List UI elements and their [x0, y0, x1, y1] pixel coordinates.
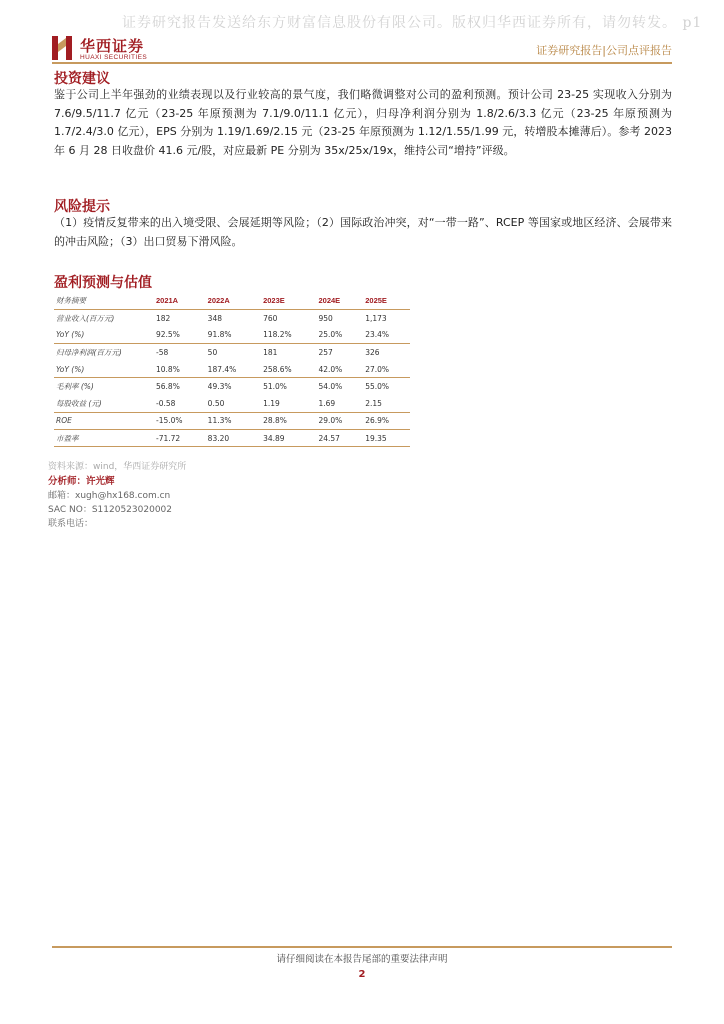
- table-cell: 0.50: [207, 398, 225, 408]
- footer-divider: [52, 946, 672, 948]
- table-cell: 1.69: [318, 398, 336, 408]
- table-cell: 26.9%: [365, 416, 390, 426]
- table-header-cell: 财务摘要: [56, 295, 86, 305]
- table-cell: 2.15: [365, 398, 382, 408]
- table-cell: 29.0%: [318, 416, 343, 426]
- table-row: [54, 326, 410, 343]
- table-cell: 51.0%: [263, 382, 287, 392]
- table-cell: 25.0%: [318, 330, 343, 340]
- table-cell: 1,173: [365, 313, 387, 323]
- table-cell: 83.20: [207, 433, 230, 443]
- table-cell: 760: [263, 313, 278, 323]
- forecast-table: [54, 292, 410, 447]
- table-header-cell: 2023E: [263, 295, 285, 305]
- row-label: 归母净利润(百万元): [56, 347, 122, 357]
- table-cell: 182: [156, 313, 171, 323]
- table-row: [54, 309, 410, 326]
- table-row: [54, 412, 410, 429]
- table-cell: 34.89: [263, 433, 285, 443]
- table-cell: 19.35: [365, 433, 387, 443]
- analyst-name: 分析师：许光辉: [48, 476, 115, 487]
- table-cell: 118.2%: [263, 330, 292, 340]
- table-cell: 187.4%: [207, 364, 237, 374]
- table-row: [54, 430, 410, 447]
- risk-title: 风险提示: [54, 199, 110, 215]
- risk-paragraph: （1）疫情反复带来的出入境受限、会展延期等风险；（2）国际政治冲突，对“一带一路”、RCEP 等国家或地区经济、会展带来的冲击风险；（3）出口贸易下滑风险。: [54, 216, 672, 248]
- row-label: 营业收入(百万元): [56, 313, 115, 323]
- table-cell: 258.6%: [263, 364, 292, 374]
- row-label: 每股收益 (元): [56, 398, 102, 408]
- table-cell: -58: [156, 347, 169, 357]
- huaxi-logo-icon: [52, 34, 74, 62]
- table-cell: -0.58: [156, 398, 176, 408]
- table-cell: 257: [318, 347, 333, 357]
- analyst-sac-number: SAC NO：S1120523020002: [48, 505, 172, 515]
- row-label: ROE: [56, 416, 72, 426]
- table-header-cell: 2024E: [318, 295, 341, 305]
- footer-disclaimer: 请仔细阅读在本报告尾部的重要法律声明: [276, 954, 448, 965]
- table-cell: 49.3%: [207, 382, 232, 392]
- table-cell: 10.8%: [156, 364, 180, 374]
- table-cell: 24.57: [318, 433, 340, 443]
- page-number: 2: [358, 969, 366, 980]
- table-row: [54, 361, 410, 378]
- header-divider: [52, 62, 672, 64]
- table-cell: 23.4%: [365, 330, 390, 340]
- row-label: YoY (%): [56, 330, 85, 340]
- table-header-cell: 2022A: [207, 295, 230, 305]
- investment-title: 投资建议: [54, 71, 110, 87]
- watermark: 证券研究报告发送给东方财富信息股份有限公司。版权归华西证券所有，请勿转发。 p1: [122, 15, 703, 31]
- table-cell: 326: [365, 347, 380, 357]
- table-header-cell: 2025E: [365, 295, 387, 305]
- table-header-row: [54, 292, 410, 309]
- table-cell: 27.0%: [365, 364, 390, 374]
- table-cell: 28.8%: [263, 416, 287, 426]
- logo-english-name: HUAXI SECURITIES: [80, 54, 148, 61]
- forecast-title: 盈利预测与估值: [54, 275, 152, 291]
- table-cell: -71.72: [156, 433, 181, 443]
- table-cell: 91.8%: [207, 330, 232, 340]
- report-type-label: 证券研究报告|公司点评报告: [536, 44, 672, 57]
- brand-logo: [52, 34, 162, 64]
- table-cell: 56.8%: [156, 382, 180, 392]
- table-cell: 11.3%: [207, 416, 232, 426]
- table-header-cell: 2021A: [156, 295, 179, 305]
- table-cell: 1.19: [263, 398, 280, 408]
- table-row: [54, 395, 410, 412]
- table-cell: 54.0%: [318, 382, 343, 392]
- table-cell: 42.0%: [318, 364, 343, 374]
- row-label: YoY (%): [56, 364, 85, 374]
- table-row: [54, 378, 410, 395]
- table-cell: 55.0%: [365, 382, 390, 392]
- table-row: [54, 344, 410, 361]
- analyst-email: 邮箱：xugh@hx168.com.cn: [48, 491, 171, 501]
- table-cell: 950: [318, 313, 333, 323]
- table-cell: 50: [207, 347, 218, 357]
- data-source-note: 资料来源：wind，华西证券研究所: [48, 462, 187, 472]
- investment-paragraph: 鉴于公司上半年强劲的业绩表现以及行业较高的景气度，我们略微调整对公司的盈利预测。预计公司 23-25 实现收入分别为 7.6/9.5/11.7 亿元（23-25 年原预测为 7.1/9.0/11.1 亿元），归母净利润分别为 1.8/2.6/3.3 亿元（23-25 年原预测为 1.7/2.4/3.0 亿元），EPS 分别为 1.19/1.69/2.15 元（23-25 年原预测为 1.12/1.55/1.99 元，转增股本摊薄后）。参考 2023 年 6 月 28 日收盘价 41.6 元/股，对应最新 PE 分别为 35x/25x/19x，维持公司“增持”评级。: [54, 88, 672, 157]
- table-cell: -15.0%: [156, 416, 183, 426]
- analyst-phone: 联系电话：: [48, 519, 94, 529]
- table-cell: 181: [263, 347, 278, 357]
- table-cell: 348: [207, 313, 222, 323]
- row-label: 市盈率: [56, 433, 79, 443]
- row-label: 毛利率 (%): [56, 382, 94, 392]
- logo-chinese-name: 华西证券: [80, 37, 145, 55]
- table-cell: 92.5%: [156, 330, 180, 340]
